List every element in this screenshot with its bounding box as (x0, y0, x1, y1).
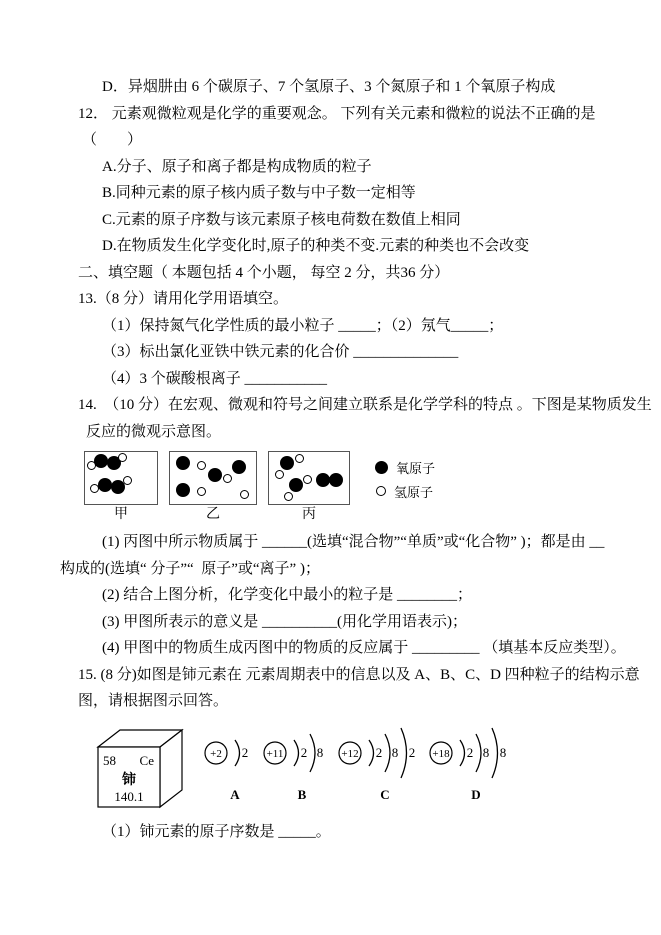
hydrogen-atom-icon (376, 486, 386, 496)
legend-oxygen-row (375, 455, 435, 479)
oxygen-atom-icon (280, 456, 294, 470)
figure-jia (84, 451, 158, 524)
cerium-name: 铈 (122, 772, 136, 788)
box-yi (169, 451, 257, 505)
oxygen-atom-icon (375, 461, 388, 474)
oxygen-atom-icon (98, 478, 112, 492)
q14-item1: (1) 丙图中所示物质属于 ______(选填“混合物”“单质”或“化合物” )；都是由 __ (102, 534, 605, 550)
oxygen-atom-icon (232, 460, 246, 474)
q15-item1: （1）铈元素的原子序数是 _____。 (102, 823, 331, 840)
q14-item2: (2) 结合上图分析，化学变化中最小的粒子是 ________； (102, 587, 472, 603)
particle-a-shell1: 2 (241, 744, 249, 760)
hydrogen-atom-icon (197, 461, 206, 470)
q11-option-d: D．异烟肼由 6 个碳原子、7 个氢原子、3 个氮原子和 1 个氧原子构成 (102, 79, 556, 95)
q12-option-c: C.元素的原子序数与该元素原子核电荷数在数值上相同 (102, 211, 461, 228)
particle-a-nucleus-charge: +2 (210, 747, 222, 760)
box-jia-label: 甲 (114, 507, 128, 522)
particle-b-label: B (297, 786, 307, 802)
particle-b-nucleus-charge: +11 (266, 747, 284, 760)
particle-d-nucleus-charge: +18 (432, 747, 450, 760)
hydrogen-atom-icon (240, 490, 249, 499)
particle-b-shell1: 2 (300, 744, 308, 760)
hydrogen-atom-icon (303, 475, 312, 484)
legend-hydrogen-label: 氢原子 (394, 484, 434, 500)
q15-stem-line1: 15. (8 分)如图是铈元素在 元素周期表中的信息以及 A、B、C、D 四种粒子的结构示意 (78, 666, 640, 683)
q14-molecular-diagram (84, 451, 631, 525)
oxygen-atom-icon (208, 468, 222, 482)
oxygen-atom-icon (94, 454, 108, 468)
box-jia (84, 451, 158, 505)
oxygen-atom-icon (176, 456, 190, 470)
q12-option-d: D.在物质发生化学变化时,原子的种类不变.元素的种类也不会改变 (102, 238, 530, 254)
q15-atomic-diagram (88, 721, 631, 817)
cerium-atomic-number: 58 (103, 752, 116, 768)
q13-item2: （3）标出氯化亚铁中铁元素的化合价 ______________ (102, 344, 459, 360)
oxygen-atom-icon (289, 478, 303, 492)
particle-d-shell3: 8 (499, 744, 507, 760)
q12-option-b: B.同种元素的原子核内质子数与中子数一定相等 (102, 185, 416, 201)
q13-item1: （1）保持氮气化学性质的最小粒子 _____；（2）氖气_____； (102, 317, 504, 334)
legend-hydrogen-row (375, 479, 435, 503)
q15-stem-line2: 图，请根据图示回答。 (78, 693, 229, 709)
particle-c-shell1: 2 (375, 744, 383, 760)
particle-c-shell2: 8 (391, 744, 399, 760)
particle-c-nucleus-charge: +12 (341, 747, 359, 760)
oxygen-atom-icon (176, 483, 190, 497)
atom-legend (375, 451, 435, 503)
q12-option-a: A.分子、原子和离子都是构成物质的粒子 (102, 158, 372, 175)
particle-c (335, 721, 421, 803)
cerium-symbol: Ce (139, 752, 154, 768)
section2-heading: 二、填空题（ 本题包括 4 个小题， 每空 2 分，共36 分） (78, 264, 450, 281)
q14-item1-continuation: 构成的(选填“ 分子”“ 原子”或“离子” )； (60, 560, 320, 577)
q14-item4: (4) 甲图中的物质生成丙图中的物质的反应属于 _________ （填基本反应类型）。 (102, 640, 626, 656)
particle-b-shell2: 8 (316, 744, 324, 760)
q13-stem: 13.（8 分）请用化学用语填空。 (78, 291, 289, 307)
particle-a (201, 721, 255, 803)
hydrogen-atom-icon (275, 470, 284, 479)
q12-answer-bracket: （ ） (82, 132, 143, 148)
box-bing-label: 丙 (302, 507, 316, 522)
hydrogen-atom-icon (295, 454, 304, 463)
particle-d-shell1: 2 (466, 744, 474, 760)
q12-stem: 12． 元素观微粒观是化学的重要观念。 下列有关元素和微粒的说法不正确的是 (78, 105, 596, 122)
legend-oxygen-label: 氧原子 (396, 460, 436, 476)
box-yi-label: 乙 (206, 507, 220, 522)
hydrogen-atom-icon (123, 476, 132, 485)
figure-yi (169, 451, 257, 524)
particle-b (260, 721, 330, 803)
q13-item3: （4）3 个碳酸根离子 ___________ (102, 370, 328, 387)
hydrogen-atom-icon (223, 474, 232, 483)
particle-a-label: A (230, 786, 240, 802)
particle-d-label: D (471, 786, 481, 802)
particle-c-shell3: 2 (408, 744, 416, 760)
oxygen-atom-icon (329, 473, 343, 487)
hydrogen-atom-icon (118, 453, 127, 462)
q14-item3: (3) 甲图所表示的意义是 __________(用化学用语表示)； (102, 613, 467, 630)
q14-stem-line1: 14. （10 分）在宏观、微观和符号之间建立联系是化学学科的特点 。下图是某物质发生 (78, 397, 652, 413)
q14-stem-line2: 反应的微观示意图。 (86, 423, 222, 440)
hydrogen-atom-icon (197, 487, 206, 496)
box-bing (268, 451, 350, 505)
oxygen-atom-icon (316, 473, 330, 487)
cerium-mass: 140.1 (114, 788, 144, 804)
cerium-periodic-cell (88, 721, 186, 811)
particle-d-shell2: 8 (482, 744, 490, 760)
particle-c-label: C (380, 786, 390, 802)
figure-bing (268, 451, 350, 524)
hydrogen-atom-icon (284, 492, 293, 501)
particle-d (426, 721, 512, 803)
